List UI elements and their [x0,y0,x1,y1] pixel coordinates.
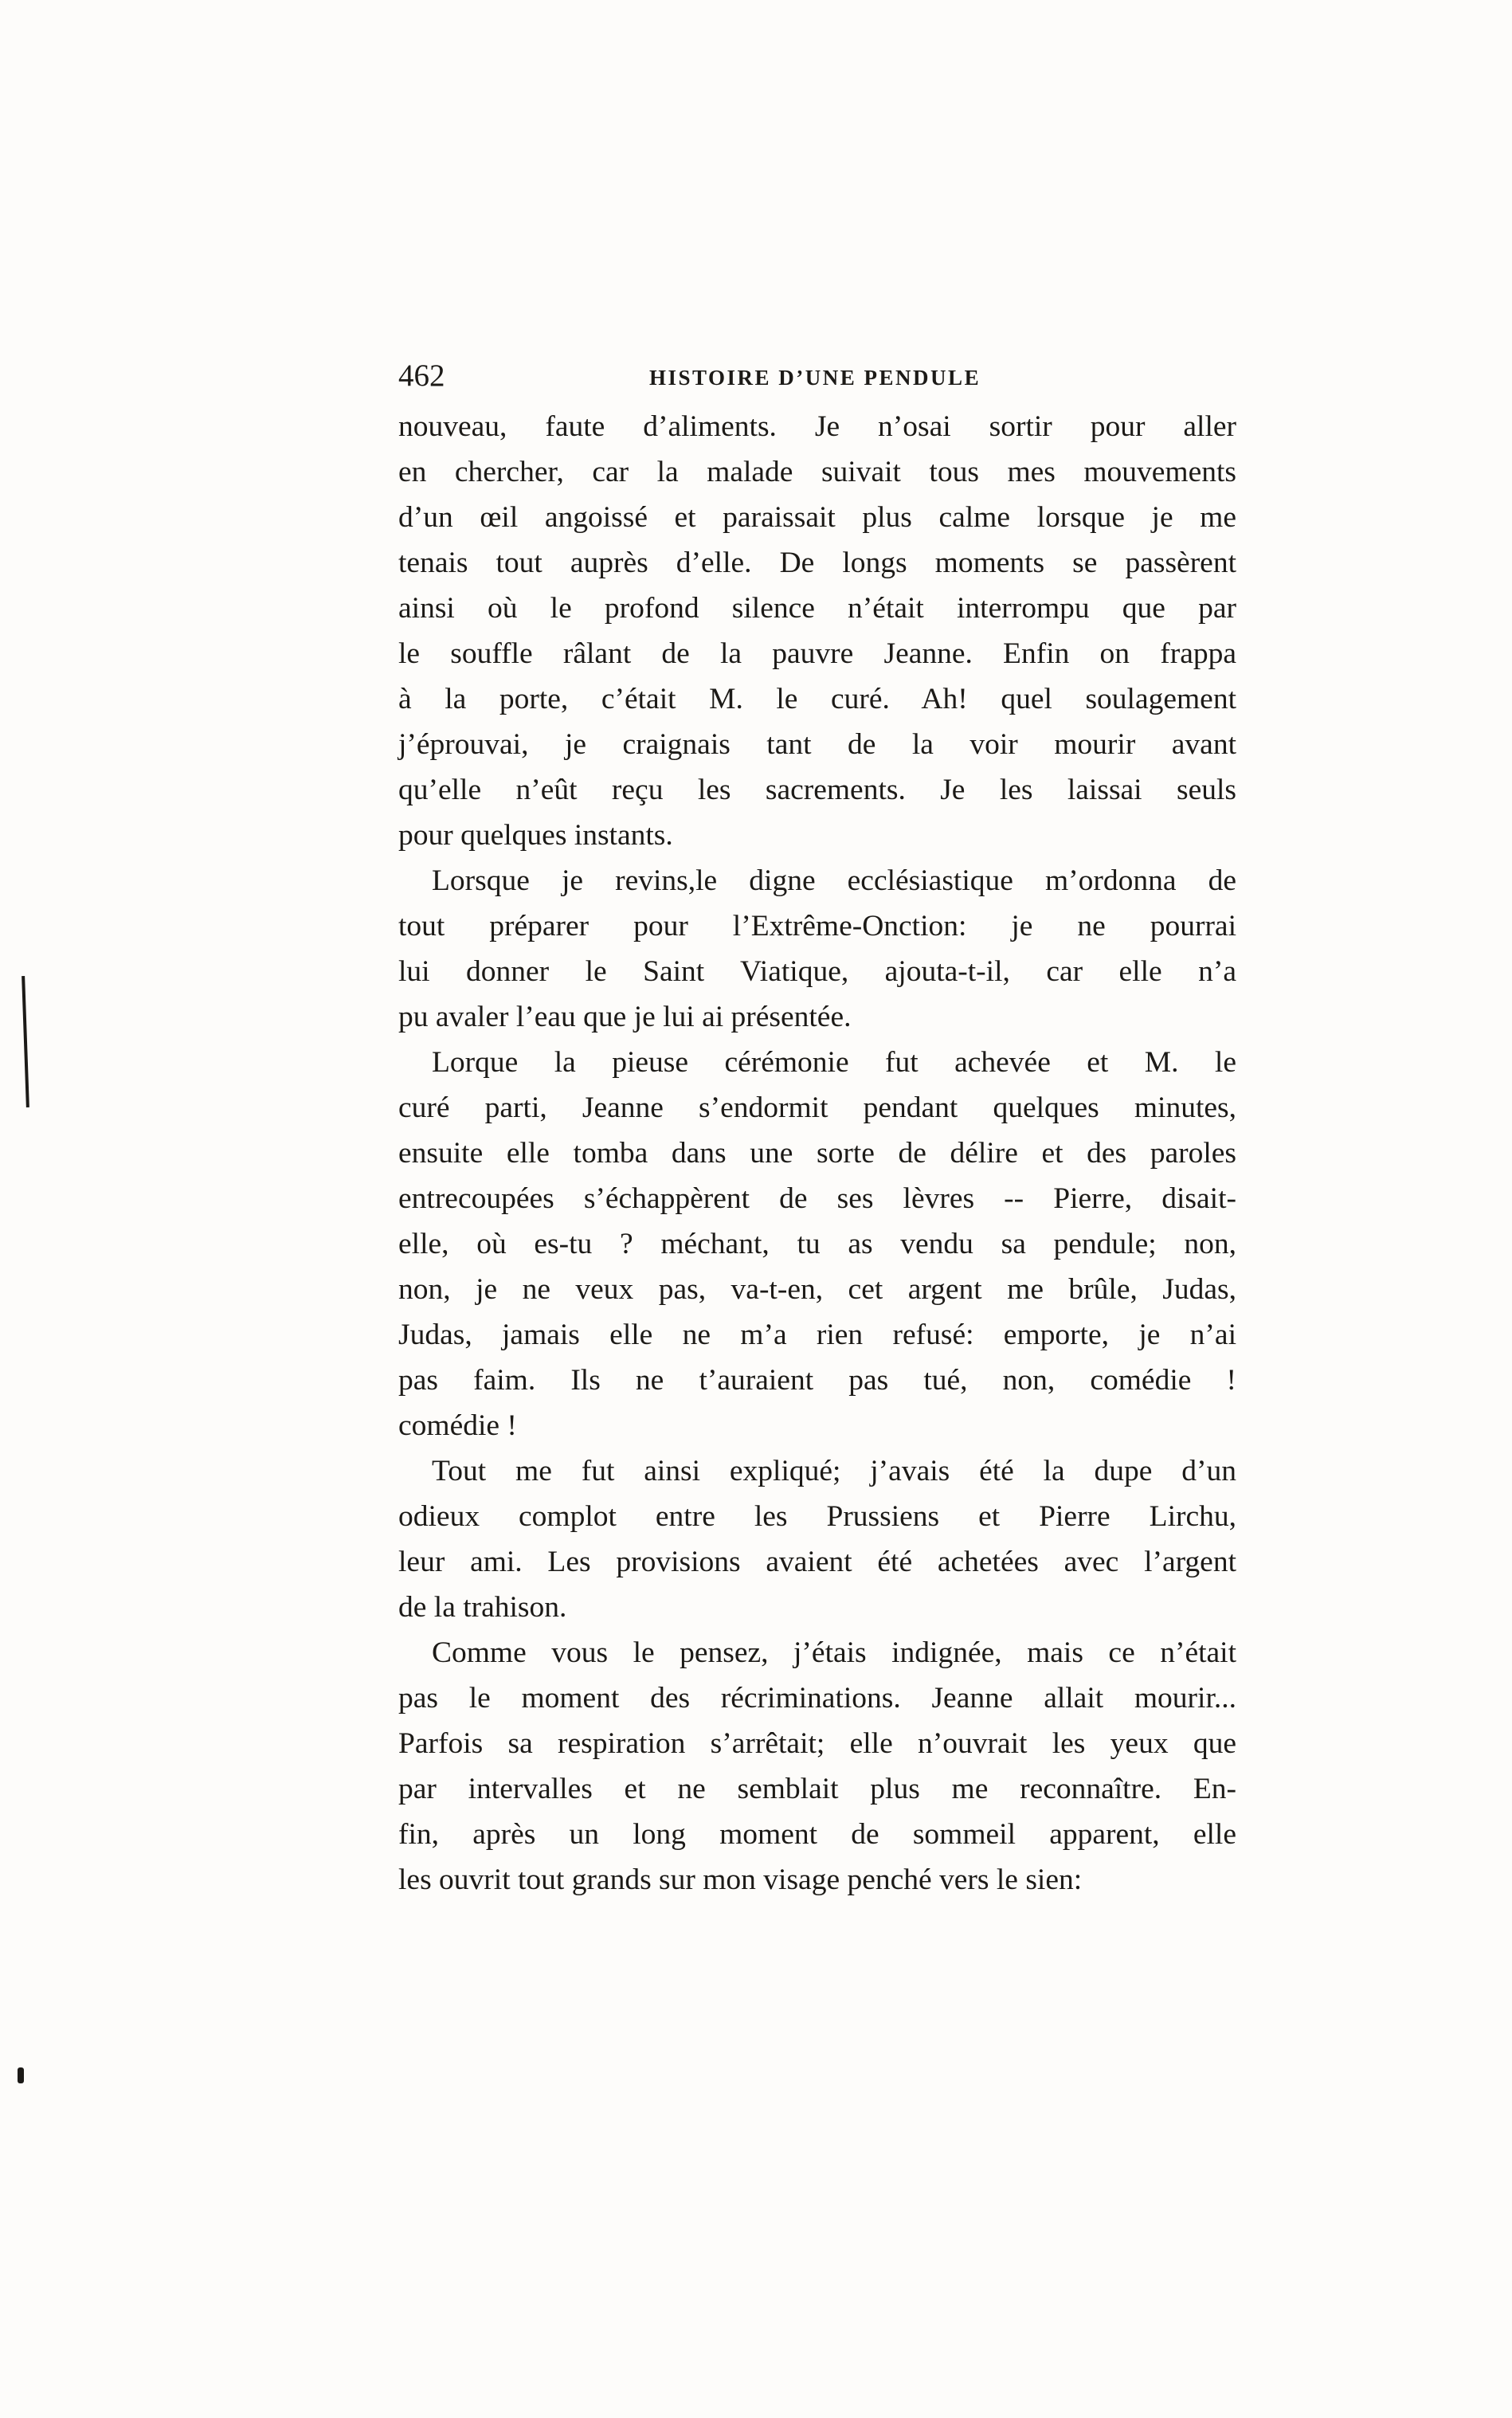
text-line: Lorsque je revins,le digne ecclésiastique m’ordonna de [432,864,1236,897]
text-line: Judas, jamais elle ne m’a rien refusé: emporte, je n’ai [398,1319,1236,1351]
text-line: qu’elle n’eût reçu les sacrements. Je les laissai seuls [398,774,1236,806]
text-line: ensuite elle tomba dans une sorte de délire et des paroles [398,1137,1236,1170]
page-header [398,356,1259,396]
text-line: comédie ! [398,1409,517,1442]
text-line: elle, où es-tu ? méchant, tu as vendu sa pendule; non, [398,1228,1236,1260]
text-line: tout préparer pour l’Extrême-Onction: je ne pourrai [398,910,1236,943]
text-line: à la porte, c’était M. le curé. Ah! quel soulagement [398,683,1236,715]
text-line: de la trahison. [398,1591,567,1624]
scan-mark [22,976,29,1107]
text-line: d’un œil angoissé et paraissait plus calme lorsque je me [398,501,1236,534]
text-line: pu avaler l’eau que je lui ai présentée. [398,1001,852,1033]
paragraph [398,404,1236,858]
text-line: pour quelques instants. [398,819,673,852]
paragraph [398,1630,1236,1903]
paragraph [398,1040,1236,1448]
text-line: nouveau, faute d’aliments. Je n’osai sortir pour aller [398,410,1236,443]
text-line: entrecoupées s’échappèrent de ses lèvres -- Pierre, disait- [398,1182,1236,1215]
text-line: pas le moment des récriminations. Jeanne allait mourir... [398,1682,1236,1715]
text-line: lui donner le Saint Viatique, ajouta-t-il, car elle n’a [398,955,1236,988]
text-line: pas faim. Ils ne t’auraient pas tué, non, comédie ! [398,1364,1236,1397]
text-line: Parfois sa respiration s’arrêtait; elle n’ouvrait les yeux que [398,1727,1236,1760]
text-line: Comme vous le pensez, j’étais indignée, mais ce n’était [432,1636,1236,1669]
text-line: les ouvrit tout grands sur mon visage penché vers le sien: [398,1863,1083,1896]
running-head: HISTOIRE D’UNE PENDULE [649,366,981,390]
text-line: par intervalles et ne semblait plus me reconnaître. En- [398,1773,1236,1805]
text-line: curé parti, Jeanne s’endormit pendant quelques minutes, [398,1091,1236,1124]
paragraph [398,858,1236,1040]
text-line: en chercher, car la malade suivait tous mes mouvements [398,456,1236,488]
text-line: ainsi où le profond silence n’était interrompu que par [398,592,1236,625]
text-line: j’éprouvai, je craignais tant de la voir mourir avant [398,728,1236,761]
text-line: fin, après un long moment de sommeil apparent, elle [398,1818,1236,1851]
text-line: Lorque la pieuse cérémonie fut achevée et M. le [432,1046,1236,1079]
paragraph [398,1448,1236,1630]
body-text [398,404,1236,1903]
text-line: odieux complot entre les Prussiens et Pierre Lirchu, [398,1500,1236,1533]
text-line: leur ami. Les provisions avaient été achetées avec l’argent [398,1546,1236,1578]
text-line: le souffle râlant de la pauvre Jeanne. Enfin on frappa [398,637,1236,670]
text-line: tenais tout auprès d’elle. De longs moments se passèrent [398,547,1236,579]
page-number: 462 [398,359,445,393]
text-line: Tout me fut ainsi expliqué; j’avais été la dupe d’un [432,1455,1236,1487]
text-line: non, je ne veux pas, va-t-en, cet argent me brûle, Judas, [398,1273,1236,1306]
scan-mark [18,2067,24,2083]
